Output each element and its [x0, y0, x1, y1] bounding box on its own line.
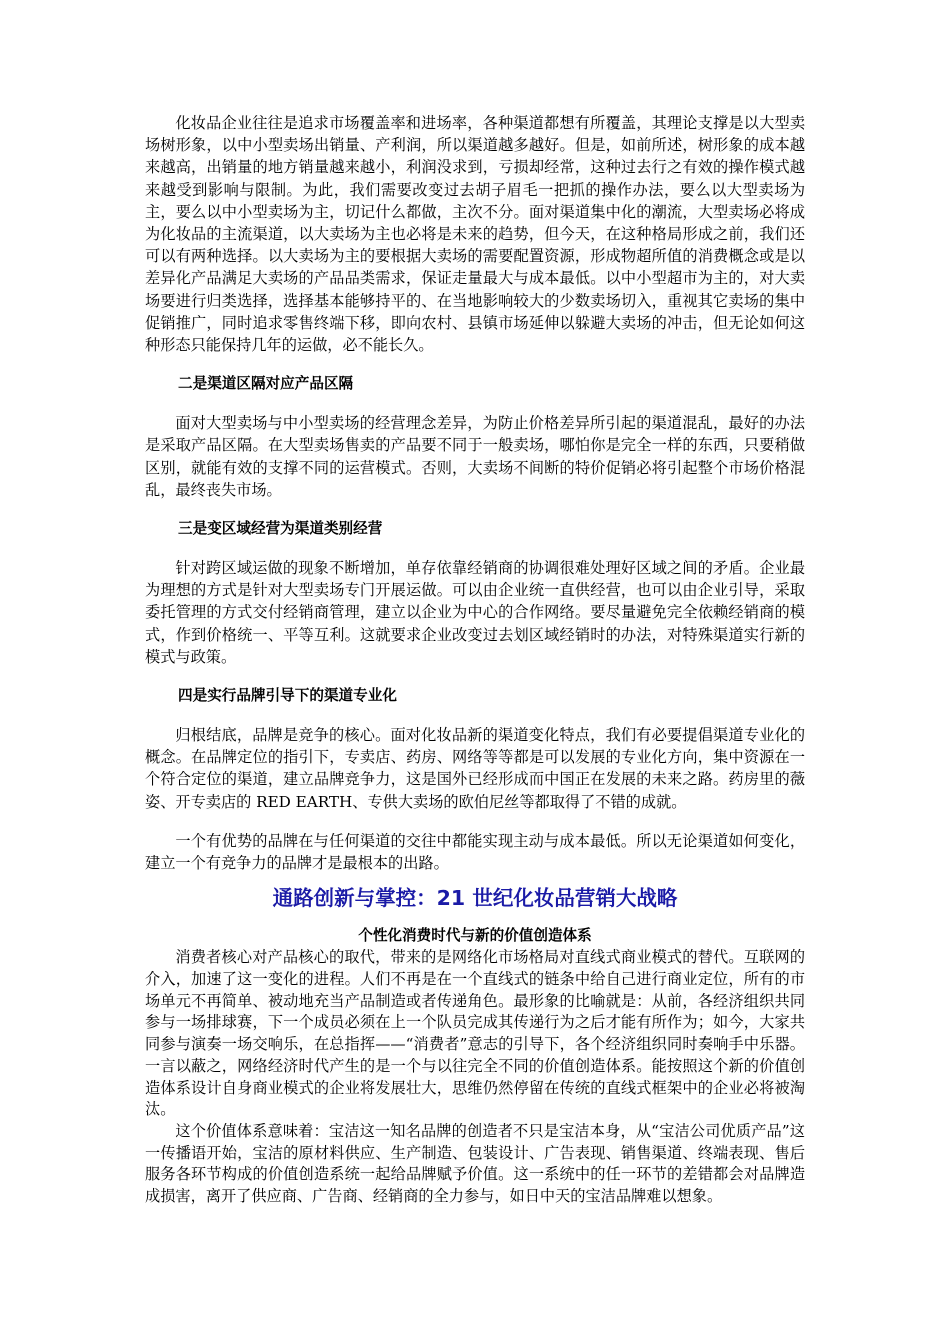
paragraph-value-system: 消费者核心对产品核心的取代，带来的是网络化市场格局对直线式商业模式的替代。互联网的介入，加速了这一变化的进程。人们不再是在一个直线式的链条中给自己进行商业定位，所有的市场单元不再简单、被动地充当产品制造或者传递角色。最形象的比喻就是：从前，各经济组织共同参与一场排球赛，下一个成员必须在上一个队员完成其传递行为之后才能有所作为；如今，大家共同参与演奏一场交响乐，在总指挥——“消费者”意志的引导下，各个经济组织同时奏响手中乐器。一言以蔽之，网络经济时代产生的是一个与以往完全不同的价值创造体系。能按照这个新的价值创造体系设计自身商业模式的企业将发展壮大，思维仍然停留在传统的直线式框架中的企业必将被淘汰。 — [145, 948, 805, 1119]
paragraph-channel-focus: 化妆品企业往往是追求市场覆盖率和进场率，各种渠道都想有所覆盖，其理论支撑是以大型卖场树形象，以中小型卖场出销量、产利润，所以渠道越多越好。但是，如前所述，树形象的成本越来越高，出销量的地方销量越来越小，利润没求到，亏损却经常，这种过去行之有效的操作模式越来越受到影响与限制。为此，我们需要改变过去胡子眉毛一把抓的操作办法，要么以大型卖场为主，要么以中小型卖场为主，切记什么都做，主次不分。面对渠道集中化的潮流，大型卖场必将成为化妆品的主流渠道，以大卖场为主也必将是未来的趋势，但今天，在这种格局形成之前，我们还可以有两种选择。以大卖场为主的要根据大卖场的需要配置资源，形成物超所值的消费概念或是以差异化产品满足大卖场的产品品类需求，保证走量最大与成本最低。以中小型超市为主的，对大卖场要进行归类选择，选择基本能够持平的、在当地影响较大的少数卖场切入，重视其它卖场的集中促销推广，同时追求零售终端下移，即向农村、县镇市场延伸以躲避大卖场的冲击，但无论如何这种形态只能保持几年的运做，必不能长久。 — [145, 114, 805, 355]
document-page — [145, 112, 805, 1208]
section-heading-channel-category: 三是变区域经营为渠道类别经营 — [178, 520, 383, 538]
article-title: 通路创新与掌控：21 世纪化妆品营销大战略 — [272, 886, 678, 911]
paragraph-pg-example: 这个价值体系意味着：宝洁这一知名品牌的创造者不只是宝洁本身，从“宝洁公司优质产品”这一传播语开始，宝洁的原材料供应、生产制造、包装设计、广告表现、销售渠道、终端表现、售后服务各环节构成的价值创造系统一起给品牌赋予价值。这一系统中的任一环节的差错都会对品牌造成损害，离开了供应商、广告商、经销商的全力参与，如日中天的宝洁品牌难以想象。 — [145, 1121, 805, 1206]
article-subtitle: 个性化消费时代与新的价值创造体系 — [358, 927, 592, 945]
paragraph-brand-led: 归根结底，品牌是竞争的核心。面对化妆品新的渠道变化特点，我们有必要提倡渠道专业化的概念。在品牌定位的指引下，专卖店、药房、网络等等都是可以发展的专业化方向，集中资源在一个符合定位的渠道，建立品牌竞争力，这是国外已经形成而中国正在发展的未来之路。药房里的薇姿、开专卖店的 RED EARTH、专供大卖场的欧伯尼丝等都取得了不错的成就。 — [145, 726, 805, 811]
paragraph-channel-category: 针对跨区域运做的现象不断增加，单存依靠经销商的协调很难处理好区域之间的矛盾。企业最为理想的方式是针对大型卖场专门开展运做。可以由企业统一直供经营，也可以由企业引导，采取委托管理的方式交付经销商管理，建立以企业为中心的合作网络。要尽量避免完全依赖经销商的模式，作到价格统一、平等互利。这就要求企业改变过去划区域经销时的办法，对特殊渠道实行新的模式与政策。 — [145, 559, 805, 666]
paragraph-product-separation: 面对大型卖场与中小型卖场的经营理念差异，为防止价格差异所引起的渠道混乱，最好的办法是采取产品区隔。在大型卖场售卖的产品要不同于一般卖场，哪怕你是完全一样的东西，只要稍做区别，就能有效的支撑不同的运营模式。否则，大卖场不间断的特价促销必将引起整个市场价格混乱，最终丧失市场。 — [145, 414, 805, 499]
paragraph-brand-conclusion: 一个有优势的品牌在与任何渠道的交往中都能实现主动与成本最低。所以无论渠道如何变化，建立一个有竞争力的品牌才是最根本的出路。 — [145, 831, 805, 873]
section-heading-product-separation: 二是渠道区隔对应产品区隔 — [178, 375, 354, 393]
section-heading-brand-led: 四是实行品牌引导下的渠道专业化 — [178, 687, 397, 705]
